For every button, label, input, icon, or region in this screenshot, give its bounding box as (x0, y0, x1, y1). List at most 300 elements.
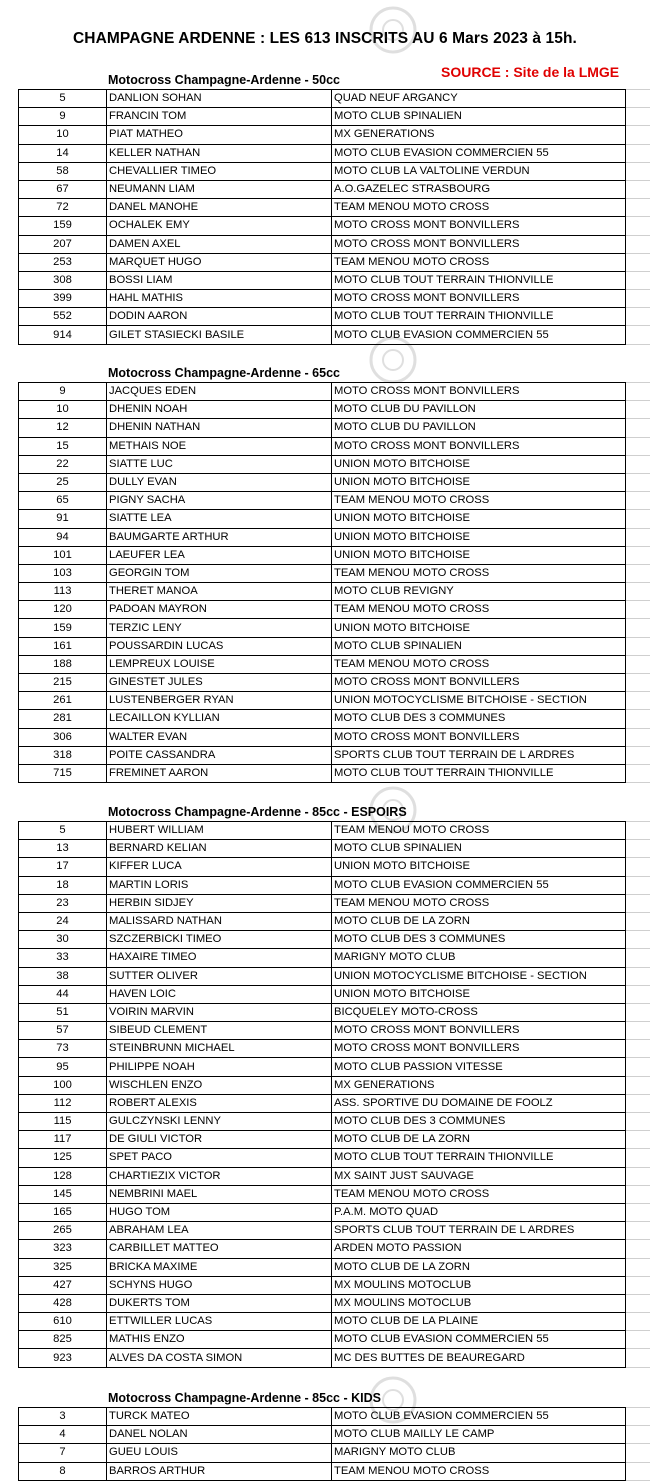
table-row (19, 290, 650, 308)
empty-cell (626, 840, 650, 858)
table-row (19, 108, 650, 126)
rider-number: 51 (19, 1003, 107, 1021)
club-name: QUAD NEUF ARGANCY (332, 90, 626, 108)
table-row (19, 728, 650, 746)
table-row (19, 764, 650, 782)
table-row (19, 1185, 650, 1203)
empty-cell (626, 985, 650, 1003)
rider-number: 72 (19, 199, 107, 217)
rider-name: FREMINET AARON (107, 764, 332, 782)
table-row (19, 235, 650, 253)
empty-cell (626, 931, 650, 949)
rider-number: 5 (19, 90, 107, 108)
table-row (19, 655, 650, 673)
empty-cell (626, 822, 650, 840)
table-row (19, 1058, 650, 1076)
category-title: Motocross Champagne-Ardenne - 85cc - ESPOIRS (18, 803, 650, 821)
rider-name: VOIRIN MARVIN (107, 1003, 332, 1021)
club-name: TEAM MENOU MOTO CROSS (332, 564, 626, 582)
empty-cell (626, 290, 650, 308)
rider-number: 9 (19, 108, 107, 126)
table-row (19, 985, 650, 1003)
rider-number: 207 (19, 235, 107, 253)
club-name: MOTO CROSS MONT BONVILLERS (332, 674, 626, 692)
entries-table (18, 382, 650, 783)
club-name: MX GENERATIONS (332, 1076, 626, 1094)
table-row (19, 528, 650, 546)
club-name: MOTO CROSS MONT BONVILLERS (332, 383, 626, 401)
rider-name: POITE CASSANDRA (107, 746, 332, 764)
empty-cell (626, 1331, 650, 1349)
club-name: MOTO CLUB REVIGNY (332, 583, 626, 601)
club-name: MOTO CLUB TOUT TERRAIN THIONVILLE (332, 1149, 626, 1167)
rider-number: 17 (19, 858, 107, 876)
club-name: MOTO CLUB EVASION COMMERCIEN 55 (332, 1331, 626, 1349)
rider-number: 9 (19, 383, 107, 401)
empty-cell (626, 1185, 650, 1203)
rider-number: 128 (19, 1167, 107, 1185)
empty-cell (626, 437, 650, 455)
club-name: MC DES BUTTES DE BEAUREGARD (332, 1349, 626, 1367)
rider-number: 10 (19, 126, 107, 144)
empty-cell (626, 1058, 650, 1076)
table-row (19, 1408, 650, 1426)
empty-cell (626, 235, 650, 253)
empty-cell (626, 401, 650, 419)
rider-name: BRICKA MAXIME (107, 1258, 332, 1276)
empty-cell (626, 601, 650, 619)
club-name: UNION MOTO BITCHOISE (332, 510, 626, 528)
rider-number: 253 (19, 253, 107, 271)
table-row (19, 710, 650, 728)
club-name: MOTO CROSS MONT BONVILLERS (332, 217, 626, 235)
rider-name: DANEL NOLAN (107, 1426, 332, 1444)
table-row (19, 692, 650, 710)
table-row (19, 401, 650, 419)
empty-cell (626, 326, 650, 344)
rider-number: 4 (19, 1426, 107, 1444)
table-row (19, 383, 650, 401)
rider-name: JACQUES EDEN (107, 383, 332, 401)
club-name: MOTO CLUB DU PAVILLON (332, 401, 626, 419)
rider-name: KELLER NATHAN (107, 144, 332, 162)
table-row (19, 1222, 650, 1240)
table-row (19, 144, 650, 162)
rider-number: 399 (19, 290, 107, 308)
rider-name: DULLY EVAN (107, 473, 332, 491)
table-row (19, 601, 650, 619)
rider-number: 923 (19, 1349, 107, 1367)
table-row (19, 1022, 650, 1040)
table-row (19, 746, 650, 764)
table-row (19, 1076, 650, 1094)
table-row (19, 473, 650, 491)
table-row (19, 180, 650, 198)
rider-name: TERZIC LENY (107, 619, 332, 637)
rider-number: 323 (19, 1240, 107, 1258)
table-row (19, 912, 650, 930)
category-title: Motocross Champagne-Ardenne - 85cc - KIDS (18, 1389, 650, 1407)
rider-number: 3 (19, 1408, 107, 1426)
rider-name: GEORGIN TOM (107, 564, 332, 582)
empty-cell (626, 271, 650, 289)
rider-name: BOSSI LIAM (107, 271, 332, 289)
watermark-logo-icon (358, 0, 428, 60)
rider-number: 103 (19, 564, 107, 582)
table-row (19, 876, 650, 894)
club-name: MOTO CLUB EVASION COMMERCIEN 55 (332, 876, 626, 894)
club-name: UNION MOTOCYCLISME BITCHOISE - SECTION (332, 967, 626, 985)
table-row (19, 619, 650, 637)
club-name: MOTO CLUB MAILLY LE CAMP (332, 1426, 626, 1444)
rider-name: BAUMGARTE ARTHUR (107, 528, 332, 546)
entries-table (18, 89, 650, 345)
empty-cell (626, 894, 650, 912)
rider-number: 188 (19, 655, 107, 673)
rider-number: 22 (19, 455, 107, 473)
empty-cell (626, 455, 650, 473)
rider-name: BERNARD KELIAN (107, 840, 332, 858)
rider-name: LAEUFER LEA (107, 546, 332, 564)
club-name: MOTO CLUB DES 3 COMMUNES (332, 710, 626, 728)
rider-number: 91 (19, 510, 107, 528)
table-row (19, 492, 650, 510)
rider-name: KIFFER LUCA (107, 858, 332, 876)
rider-number: 24 (19, 912, 107, 930)
rider-number: 145 (19, 1185, 107, 1203)
table-row (19, 199, 650, 217)
source-note: SOURCE : Site de la LMGE (441, 64, 619, 80)
empty-cell (626, 858, 650, 876)
rider-name: HAVEN LOIC (107, 985, 332, 1003)
rider-name: DE GIULI VICTOR (107, 1131, 332, 1149)
empty-cell (626, 510, 650, 528)
club-name: UNION MOTO BITCHOISE (332, 528, 626, 546)
table-row (19, 126, 650, 144)
empty-cell (626, 253, 650, 271)
club-name: MOTO CLUB DE LA ZORN (332, 912, 626, 930)
empty-cell (626, 126, 650, 144)
rider-number: 5 (19, 822, 107, 840)
empty-cell (626, 383, 650, 401)
club-name: ARDEN MOTO PASSION (332, 1240, 626, 1258)
club-name: MOTO CLUB DES 3 COMMUNES (332, 931, 626, 949)
rider-number: 325 (19, 1258, 107, 1276)
table-row (19, 949, 650, 967)
rider-number: 115 (19, 1113, 107, 1131)
club-name: MX MOULINS MOTOCLUB (332, 1276, 626, 1294)
rider-number: 8 (19, 1462, 107, 1480)
rider-number: 306 (19, 728, 107, 746)
rider-name: FRANCIN TOM (107, 108, 332, 126)
rider-name: PHILIPPE NOAH (107, 1058, 332, 1076)
empty-cell (626, 199, 650, 217)
rider-name: DHENIN NOAH (107, 401, 332, 419)
table-row (19, 1313, 650, 1331)
rider-name: CARBILLET MATTEO (107, 1240, 332, 1258)
rider-name: GUEU LOUIS (107, 1444, 332, 1462)
rider-number: 308 (19, 271, 107, 289)
table-row (19, 326, 650, 344)
table-row (19, 1444, 650, 1462)
empty-cell (626, 1258, 650, 1276)
rider-name: ABRAHAM LEA (107, 1222, 332, 1240)
rider-name: ROBERT ALEXIS (107, 1094, 332, 1112)
empty-cell (626, 619, 650, 637)
empty-cell (626, 1076, 650, 1094)
rider-name: SZCZERBICKI TIMEO (107, 931, 332, 949)
rider-number: 57 (19, 1022, 107, 1040)
rider-name: ALVES DA COSTA SIMON (107, 1349, 332, 1367)
rider-number: 10 (19, 401, 107, 419)
club-name: SPORTS CLUB TOUT TERRAIN DE L ARDRES (332, 1222, 626, 1240)
club-name: MOTO CROSS MONT BONVILLERS (332, 1022, 626, 1040)
empty-cell (626, 583, 650, 601)
rider-number: 95 (19, 1058, 107, 1076)
rider-number: 101 (19, 546, 107, 564)
club-name: TEAM MENOU MOTO CROSS (332, 1462, 626, 1480)
rider-number: 38 (19, 967, 107, 985)
empty-cell (626, 1240, 650, 1258)
rider-number: 428 (19, 1294, 107, 1312)
club-name: UNION MOTO BITCHOISE (332, 619, 626, 637)
rider-name: GULCZYNSKI LENNY (107, 1113, 332, 1131)
table-row (19, 858, 650, 876)
table-row (19, 162, 650, 180)
table-row (19, 308, 650, 326)
table-row (19, 1203, 650, 1221)
empty-cell (626, 308, 650, 326)
category-85cc-espoirs (18, 803, 650, 1368)
empty-cell (626, 1040, 650, 1058)
club-name: MOTO CLUB SPINALIEN (332, 637, 626, 655)
rider-name: ETTWILLER LUCAS (107, 1313, 332, 1331)
club-name: MOTO CROSS MONT BONVILLERS (332, 1040, 626, 1058)
rider-name: SIBEUD CLEMENT (107, 1022, 332, 1040)
table-row (19, 967, 650, 985)
club-name: MOTO CLUB DES 3 COMMUNES (332, 1113, 626, 1131)
rider-name: CHARTIEZIX VICTOR (107, 1167, 332, 1185)
club-name: MX SAINT JUST SAUVAGE (332, 1167, 626, 1185)
rider-number: 261 (19, 692, 107, 710)
table-row (19, 1131, 650, 1149)
empty-cell (626, 1462, 650, 1480)
rider-name: SUTTER OLIVER (107, 967, 332, 985)
club-name: MX GENERATIONS (332, 126, 626, 144)
empty-cell (626, 876, 650, 894)
club-name: MOTO CROSS MONT BONVILLERS (332, 290, 626, 308)
empty-cell (626, 655, 650, 673)
empty-cell (626, 473, 650, 491)
empty-cell (626, 967, 650, 985)
rider-number: 552 (19, 308, 107, 326)
table-row (19, 1094, 650, 1112)
rider-number: 44 (19, 985, 107, 1003)
table-row (19, 1276, 650, 1294)
rider-name: WISCHLEN ENZO (107, 1076, 332, 1094)
club-name: TEAM MENOU MOTO CROSS (332, 822, 626, 840)
table-row (19, 1349, 650, 1367)
rider-name: HAXAIRE TIMEO (107, 949, 332, 967)
table-row (19, 1003, 650, 1021)
rider-name: NEUMANN LIAM (107, 180, 332, 198)
empty-cell (626, 949, 650, 967)
rider-name: NEMBRINI MAEL (107, 1185, 332, 1203)
rider-name: CHEVALLIER TIMEO (107, 162, 332, 180)
rider-number: 825 (19, 1331, 107, 1349)
empty-cell (626, 1426, 650, 1444)
club-name: P.A.M. MOTO QUAD (332, 1203, 626, 1221)
rider-number: 18 (19, 876, 107, 894)
rider-number: 215 (19, 674, 107, 692)
club-name: MOTO CLUB TOUT TERRAIN THIONVILLE (332, 308, 626, 326)
rider-number: 113 (19, 583, 107, 601)
rider-name: PADOAN MAYRON (107, 601, 332, 619)
rider-name: PIGNY SACHA (107, 492, 332, 510)
rider-name: DUKERTS TOM (107, 1294, 332, 1312)
table-row (19, 1294, 650, 1312)
empty-cell (626, 546, 650, 564)
empty-cell (626, 1131, 650, 1149)
rider-name: DANEL MANOHE (107, 199, 332, 217)
rider-name: SCHYNS HUGO (107, 1276, 332, 1294)
rider-number: 610 (19, 1313, 107, 1331)
rider-name: MATHIS ENZO (107, 1331, 332, 1349)
rider-name: BARROS ARTHUR (107, 1462, 332, 1480)
rider-number: 100 (19, 1076, 107, 1094)
club-name: MOTO CLUB DE LA ZORN (332, 1131, 626, 1149)
rider-number: 914 (19, 326, 107, 344)
table-row (19, 840, 650, 858)
rider-name: DAMEN AXEL (107, 235, 332, 253)
rider-name: LECAILLON KYLLIAN (107, 710, 332, 728)
rider-name: THERET MANOA (107, 583, 332, 601)
rider-number: 67 (19, 180, 107, 198)
club-name: TEAM MENOU MOTO CROSS (332, 492, 626, 510)
rider-number: 65 (19, 492, 107, 510)
rider-number: 14 (19, 144, 107, 162)
table-row (19, 271, 650, 289)
rider-name: MARTIN LORIS (107, 876, 332, 894)
empty-cell (626, 1349, 650, 1367)
table-row (19, 1426, 650, 1444)
rider-number: 159 (19, 619, 107, 637)
rider-number: 715 (19, 764, 107, 782)
empty-cell (626, 1294, 650, 1312)
rider-number: 25 (19, 473, 107, 491)
club-name: UNION MOTOCYCLISME BITCHOISE - SECTION (332, 692, 626, 710)
club-name: UNION MOTO BITCHOISE (332, 455, 626, 473)
empty-cell (626, 162, 650, 180)
table-row (19, 1462, 650, 1480)
club-name: MOTO CLUB SPINALIEN (332, 108, 626, 126)
empty-cell (626, 144, 650, 162)
empty-cell (626, 1094, 650, 1112)
category-title: Motocross Champagne-Ardenne - 65cc (18, 364, 650, 382)
rider-name: GINESTET JULES (107, 674, 332, 692)
category-85cc-kids (18, 1389, 650, 1481)
rider-name: PIAT MATHEO (107, 126, 332, 144)
club-name: MOTO CLUB TOUT TERRAIN THIONVILLE (332, 764, 626, 782)
rider-name: HERBIN SIDJEY (107, 894, 332, 912)
empty-cell (626, 1003, 650, 1021)
table-row (19, 510, 650, 528)
table-row (19, 1113, 650, 1131)
rider-number: 7 (19, 1444, 107, 1462)
club-name: TEAM MENOU MOTO CROSS (332, 655, 626, 673)
club-name: MOTO CLUB DU PAVILLON (332, 419, 626, 437)
club-name: ASS. SPORTIVE DU DOMAINE DE FOOLZ (332, 1094, 626, 1112)
empty-cell (626, 1222, 650, 1240)
empty-cell (626, 692, 650, 710)
club-name: MOTO CLUB PASSION VITESSE (332, 1058, 626, 1076)
category-title: Motocross Champagne-Ardenne - 50cc (18, 71, 650, 89)
rider-number: 15 (19, 437, 107, 455)
empty-cell (626, 1149, 650, 1167)
empty-cell (626, 528, 650, 546)
rider-name: TURCK MATEO (107, 1408, 332, 1426)
club-name: MOTO CLUB EVASION COMMERCIEN 55 (332, 1408, 626, 1426)
empty-cell (626, 180, 650, 198)
club-name: MX MOULINS MOTOCLUB (332, 1294, 626, 1312)
club-name: TEAM MENOU MOTO CROSS (332, 894, 626, 912)
rider-name: DODIN AARON (107, 308, 332, 326)
club-name: MOTO CLUB EVASION COMMERCIEN 55 (332, 144, 626, 162)
entries-table (18, 1407, 650, 1481)
table-row (19, 822, 650, 840)
table-row (19, 1167, 650, 1185)
empty-cell (626, 1276, 650, 1294)
empty-cell (626, 1313, 650, 1331)
empty-cell (626, 1203, 650, 1221)
rider-number: 265 (19, 1222, 107, 1240)
rider-name: DHENIN NATHAN (107, 419, 332, 437)
table-row (19, 583, 650, 601)
table-row (19, 931, 650, 949)
table-row (19, 1040, 650, 1058)
empty-cell (626, 746, 650, 764)
empty-cell (626, 674, 650, 692)
rider-number: 112 (19, 1094, 107, 1112)
rider-name: HUBERT WILLIAM (107, 822, 332, 840)
table-row (19, 437, 650, 455)
club-name: MARIGNY MOTO CLUB (332, 949, 626, 967)
club-name: MARIGNY MOTO CLUB (332, 1444, 626, 1462)
rider-number: 161 (19, 637, 107, 655)
table-row (19, 637, 650, 655)
table-row (19, 419, 650, 437)
rider-number: 281 (19, 710, 107, 728)
club-name: BICQUELEY MOTO-CROSS (332, 1003, 626, 1021)
rider-name: SPET PACO (107, 1149, 332, 1167)
table-row (19, 217, 650, 235)
club-name: MOTO CLUB TOUT TERRAIN THIONVILLE (332, 271, 626, 289)
table-row (19, 1240, 650, 1258)
empty-cell (626, 1444, 650, 1462)
club-name: MOTO CLUB EVASION COMMERCIEN 55 (332, 326, 626, 344)
rider-name: GILET STASIECKI BASILE (107, 326, 332, 344)
club-name: UNION MOTO BITCHOISE (332, 858, 626, 876)
club-name: MOTO CLUB DE LA PLAINE (332, 1313, 626, 1331)
club-name: MOTO CROSS MONT BONVILLERS (332, 235, 626, 253)
rider-number: 12 (19, 419, 107, 437)
empty-cell (626, 217, 650, 235)
rider-number: 13 (19, 840, 107, 858)
club-name: TEAM MENOU MOTO CROSS (332, 199, 626, 217)
table-row (19, 674, 650, 692)
empty-cell (626, 492, 650, 510)
rider-number: 159 (19, 217, 107, 235)
